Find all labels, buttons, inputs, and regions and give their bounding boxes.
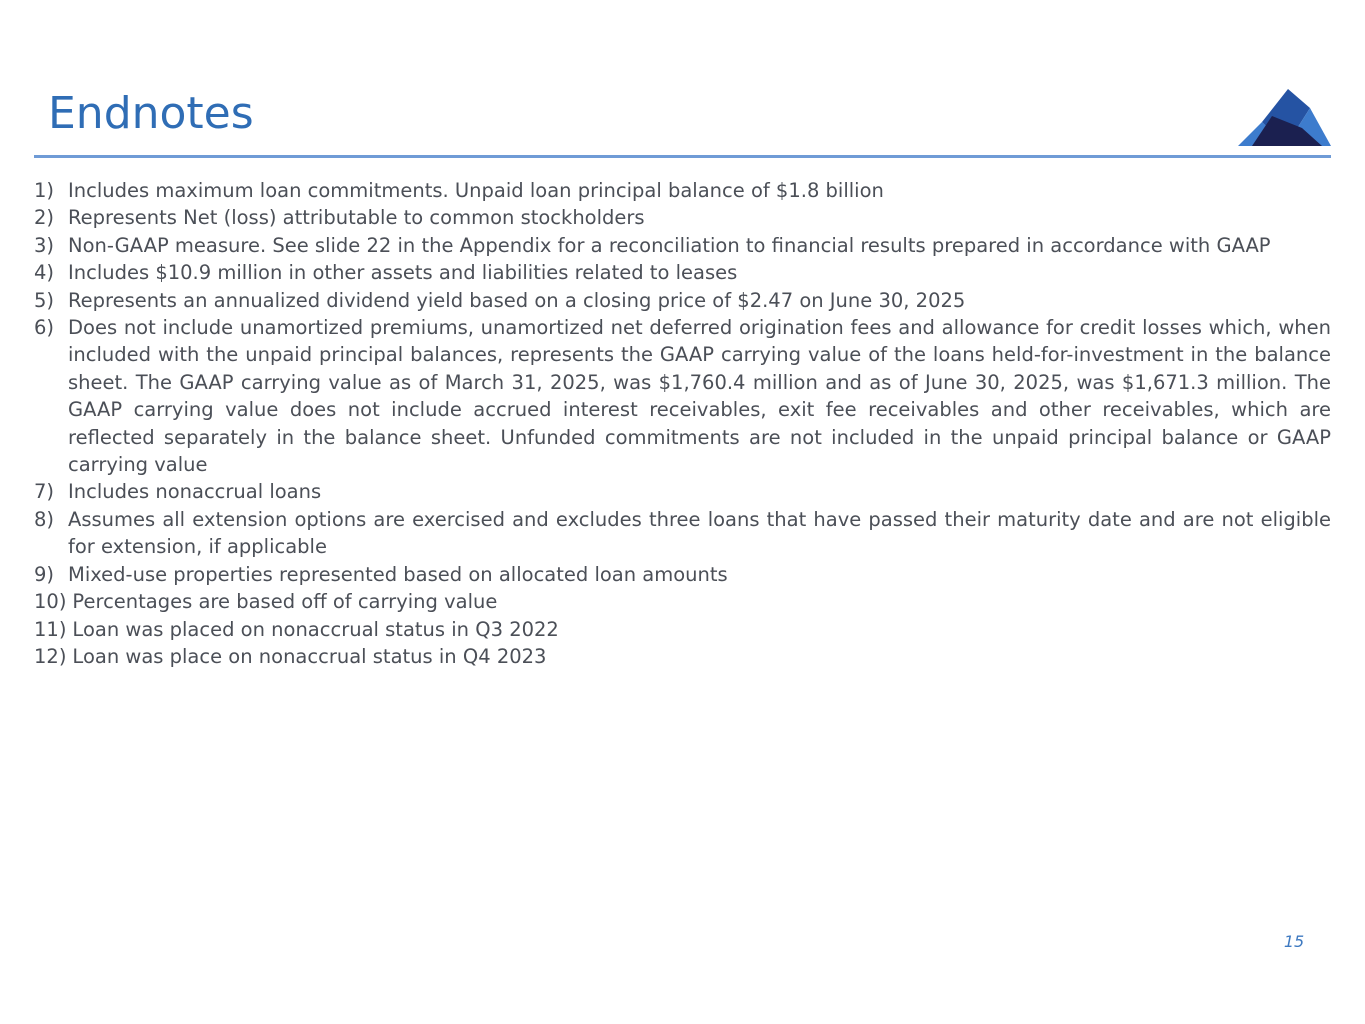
endnote-item bbox=[34, 314, 1331, 478]
endnote-text: Represents an annualized dividend yield based on a closing price of $2.47 on June 30, 2025 bbox=[68, 288, 966, 312]
endnote-text: Includes $10.9 million in other assets and liabilities related to leases bbox=[68, 261, 738, 285]
endnote-item bbox=[34, 287, 1331, 314]
endnote-number: 4) bbox=[34, 261, 55, 285]
endnote-item bbox=[34, 506, 1331, 561]
endnote-number: 12) bbox=[34, 644, 67, 668]
endnote-text: Loan was placed on nonaccrual status in Q3 2022 bbox=[72, 617, 559, 641]
endnote-item bbox=[34, 561, 1331, 588]
endnote-number: 9) bbox=[34, 562, 55, 586]
endnote-text: Mixed-use properties represented based on allocated loan amounts bbox=[68, 562, 728, 586]
endnote-item bbox=[34, 588, 1331, 615]
endnote-text: Loan was place on nonaccrual status in Q4 2023 bbox=[72, 644, 547, 668]
mountain-logo-icon bbox=[1236, 88, 1332, 148]
endnote-item bbox=[34, 232, 1331, 259]
endnote-number: 1) bbox=[34, 179, 55, 202]
endnote-number: 8) bbox=[34, 507, 55, 531]
endnote-text: Represents Net (loss) attributable to common stockholders bbox=[68, 206, 645, 230]
endnote-number: 3) bbox=[34, 233, 55, 257]
endnote-item bbox=[34, 616, 1331, 643]
endnote-item bbox=[34, 478, 1331, 505]
endnote-number: 11) bbox=[34, 617, 67, 641]
endnote-text: Percentages are based off of carrying value bbox=[72, 590, 498, 614]
endnote-number: 2) bbox=[34, 206, 55, 230]
endnote-number: 5) bbox=[34, 288, 55, 312]
endnote-item bbox=[34, 643, 1331, 670]
endnote-text: Does not include unamortized premiums, unamortized net deferred origination fees and allowance for credit losses which, when included with the unpaid principal balances, represents the GAAP carrying value of the loans held-for-investment in the balance sheet. The GAAP carrying value as of March 31, 2025, was $1,760.4 million and as of June 30, 2025, was $1,671.3 million. The GAAP carrying value does not include accrued interest receivables, exit fee receivables and other receivables, which are reflected separately in the balance sheet. Unfunded commitments are not included in the unpaid principal balance or GAAP carrying value bbox=[68, 316, 1331, 477]
endnote-number: 6) bbox=[34, 316, 55, 340]
endnote-number: 7) bbox=[34, 480, 55, 504]
endnote-item bbox=[34, 204, 1331, 231]
page-title: Endnotes bbox=[48, 88, 254, 139]
title-divider bbox=[34, 155, 1331, 158]
endnote-number: 10) bbox=[34, 590, 67, 614]
page-number: 15 bbox=[1283, 932, 1305, 951]
endnote-text: Includes nonaccrual loans bbox=[68, 480, 322, 504]
endnote-item bbox=[34, 259, 1331, 286]
endnote-item bbox=[34, 177, 1331, 204]
endnote-text: Assumes all extension options are exercised and excludes three loans that have passed their maturity date and are not eligible for extension, if applicable bbox=[68, 507, 1331, 559]
endnotes-list bbox=[34, 177, 1331, 670]
endnote-text: Non-GAAP measure. See slide 22 in the Appendix for a reconciliation to financial results prepared in accordance with GAAP bbox=[68, 233, 1271, 257]
endnote-text: Includes maximum loan commitments. Unpaid loan principal balance of $1.8 billion bbox=[68, 179, 884, 202]
